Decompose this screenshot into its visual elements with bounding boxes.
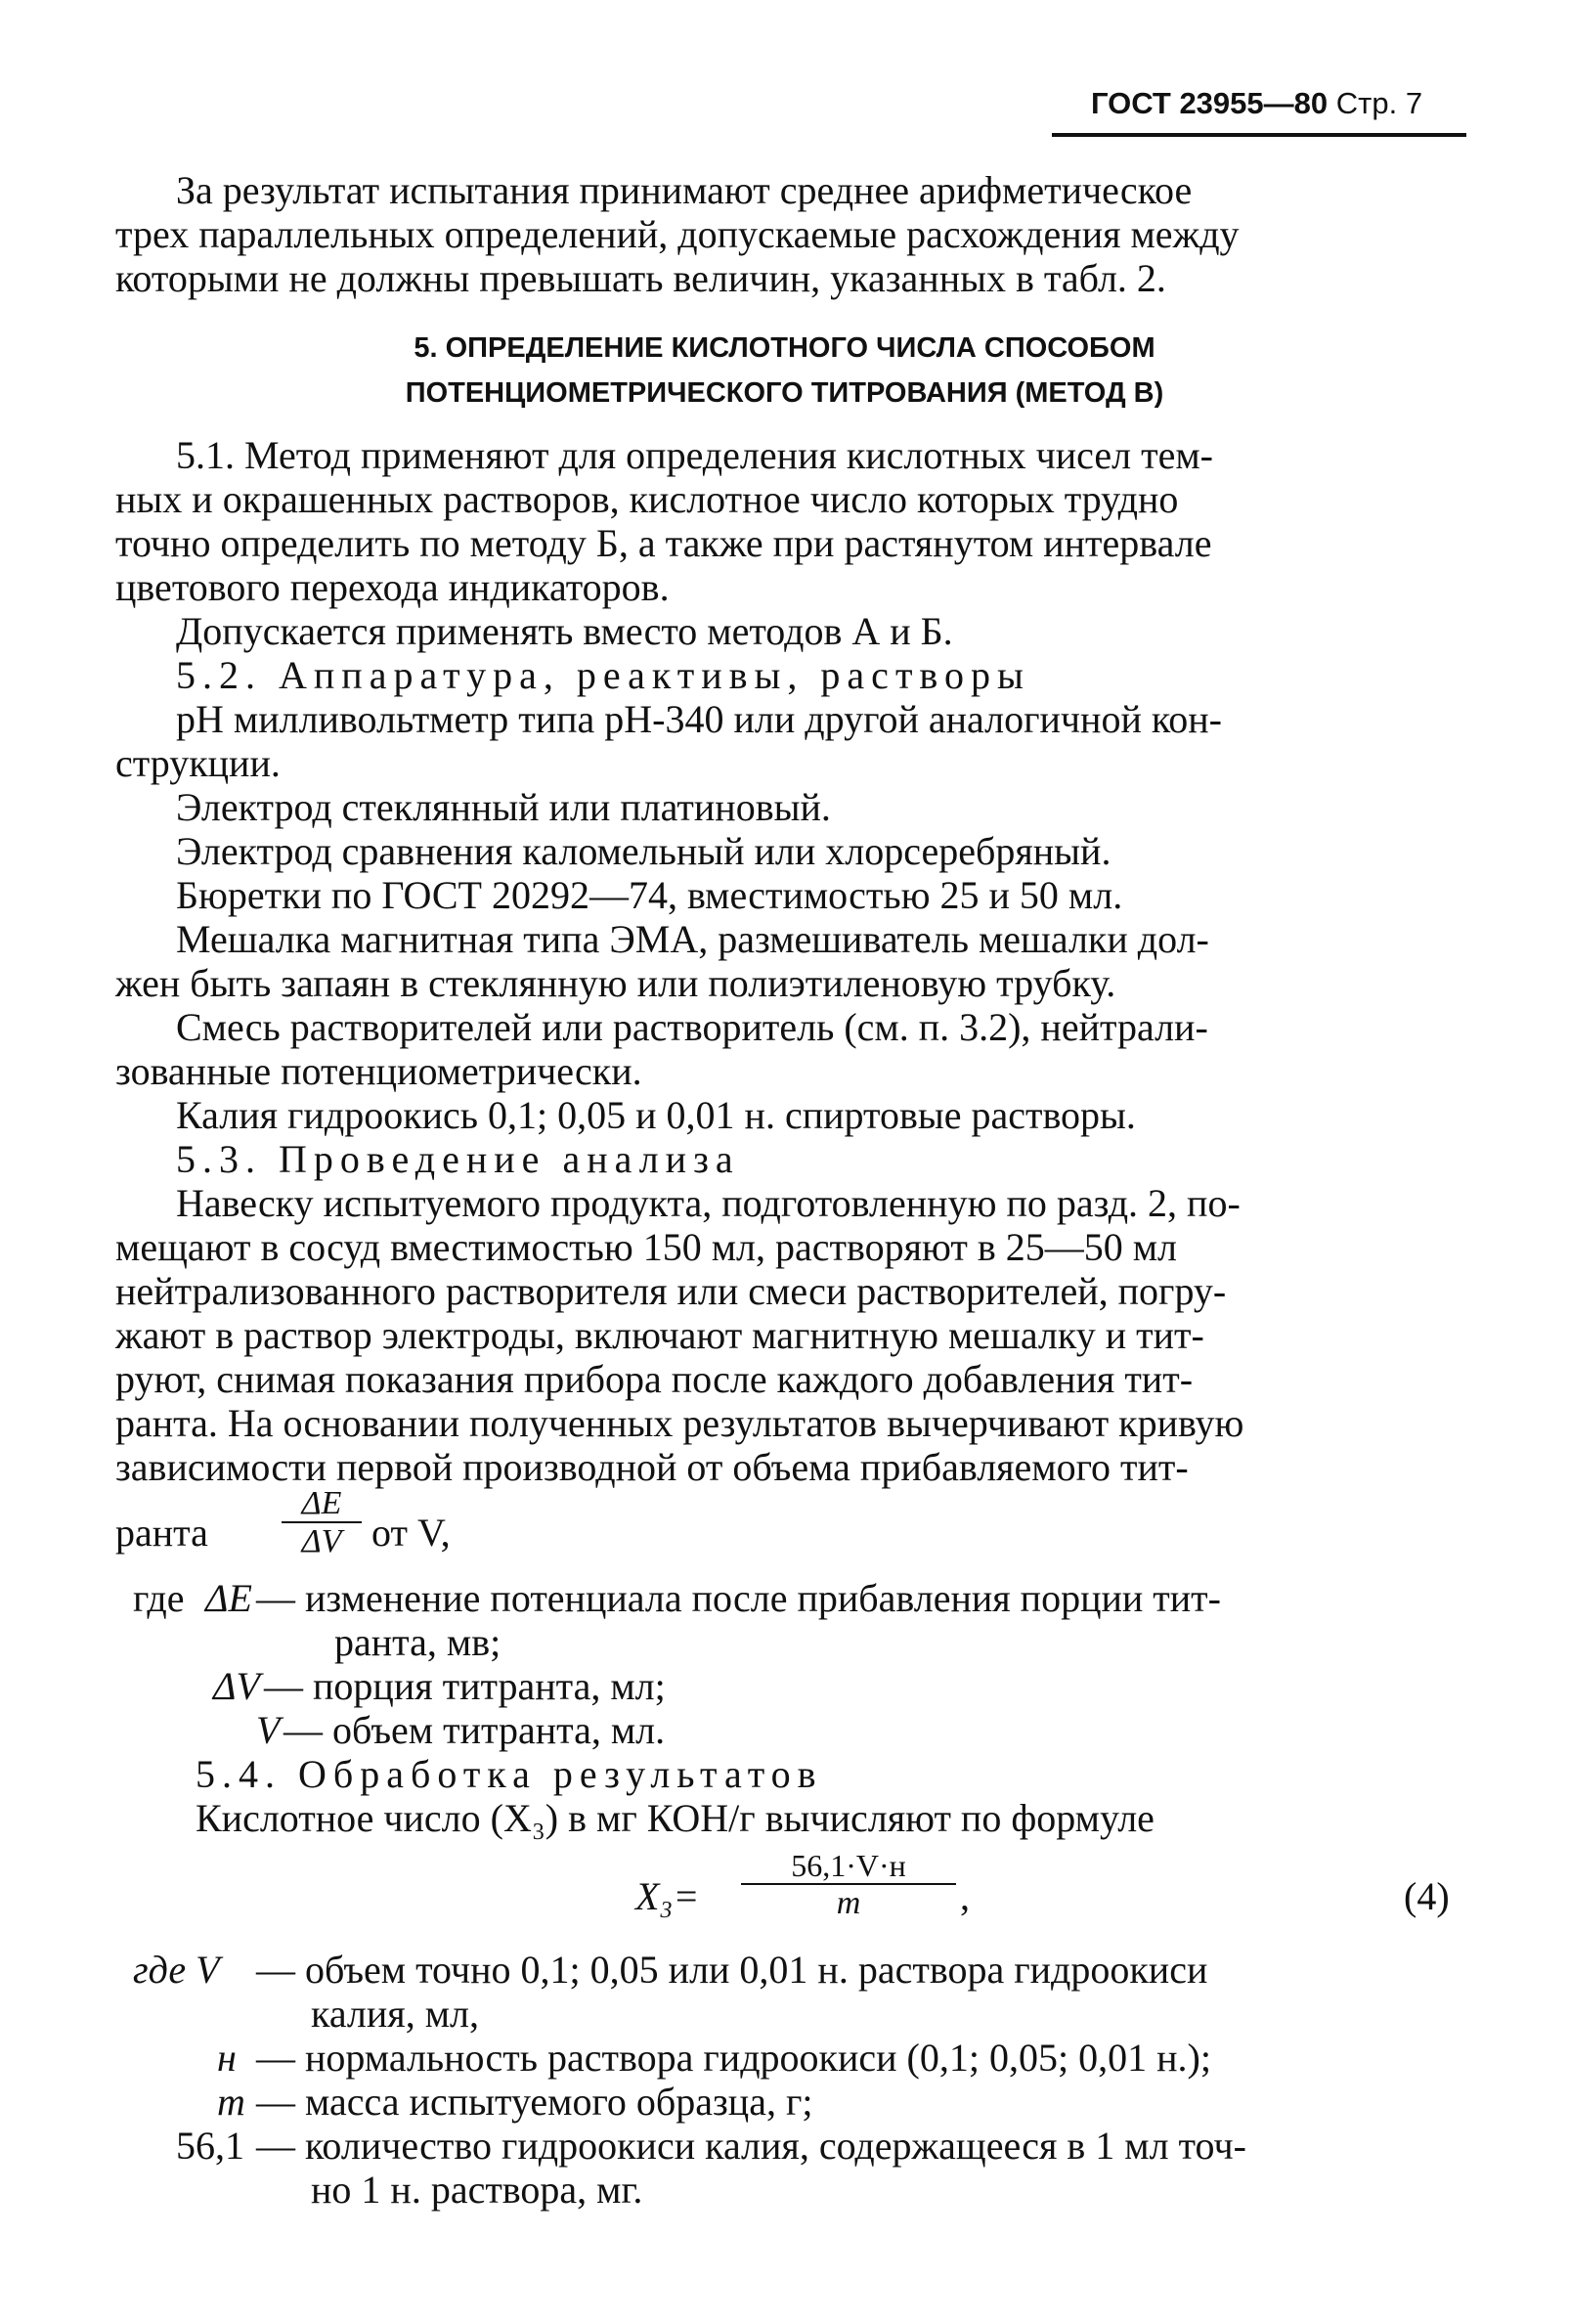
where1-text-2: ранта, мв; xyxy=(334,1620,501,1664)
where1-sym-4: V xyxy=(256,1708,281,1752)
where1-text-1: — изменение потенциала после прибавления порции тит- xyxy=(256,1576,1221,1620)
derivative-fraction xyxy=(282,1486,362,1560)
p5-3-line-5: руют, снимая показания прибора после каждого добавления тит- xyxy=(115,1357,1194,1401)
p5-2-line-1: рН милливольтметр типа рН-340 или другой аналогичной кон- xyxy=(176,697,1222,741)
p5-2-line-3: Электрод стеклянный или платиновый. xyxy=(176,785,831,829)
p5-4-heading: 5.4. Обработка результатов xyxy=(196,1752,823,1796)
where1-sym-1: ΔE xyxy=(205,1576,252,1620)
p5-2-line-8: Смесь растворителей или растворитель (см. п. 3.2), нейтрали- xyxy=(176,1005,1208,1049)
p5-3-line-3: нейтрализованного растворителя или смеси растворителей, погру- xyxy=(115,1269,1227,1313)
page-number: Стр. 7 xyxy=(1335,86,1423,120)
formula-lhs: X₃= xyxy=(635,1874,700,1918)
p5-2-line-4: Электрод сравнения каломельный или хлорсеребряный. xyxy=(176,829,1111,873)
where2-text-2: калия, мл, xyxy=(311,1992,479,2036)
p5-2-heading: 5.2. Аппаратура, реактивы, растворы xyxy=(176,653,1030,697)
where2-text-4: — масса испытуемого образца, г; xyxy=(256,2080,813,2124)
section-title-line-1: 5. ОПРЕДЕЛЕНИЕ КИСЛОТНОГО ЧИСЛА СПОСОБОМ xyxy=(414,332,1155,364)
page-header xyxy=(1091,86,1422,121)
p5-2-line-5: Бюретки по ГОСТ 20292—74, вместимостью 25 и 50 мл. xyxy=(176,873,1123,917)
p5-3-line-6: ранта. На основании полученных результатов вычерчивают кривую xyxy=(115,1401,1244,1445)
section-title-line-2: ПОТЕНЦИОМЕТРИЧЕСКОГО ТИТРОВАНИЯ (МЕТОД В) xyxy=(405,377,1164,409)
header-rule xyxy=(1052,133,1466,137)
derivative-numerator: ΔE xyxy=(301,1485,342,1521)
formula-comma: , xyxy=(960,1874,970,1918)
intro-line-2: трех параллельных определений, допускаемые расхождения между xyxy=(115,212,1240,256)
intro-line-3: которыми не должны превышать величин, указанных в табл. 2. xyxy=(115,256,1166,300)
where2-sym-5: 56,1 xyxy=(176,2124,244,2168)
where1-text-3: — порция титранта, мл; xyxy=(264,1664,666,1708)
p5-2-line-2: струкции. xyxy=(115,741,281,785)
deriv-prefix: ранта xyxy=(115,1511,208,1555)
standard-number: ГОСТ 23955—80 xyxy=(1091,86,1329,120)
p5-3-line-2: мещают в сосуд вместимостью 150 мл, растворяют в 25—50 мл xyxy=(115,1225,1177,1269)
where2-text-1: — объем точно 0,1; 0,05 или 0,01 н. раствора гидроокиси xyxy=(256,1948,1208,1992)
where2-sym-3: н xyxy=(217,2036,237,2080)
p5-2-line-7: жен быть запаян в стеклянную или полиэтиленовую трубку. xyxy=(115,961,1116,1005)
where1-text-4: — объем титранта, мл. xyxy=(283,1708,666,1752)
p5-2-line-10: Калия гидроокись 0,1; 0,05 и 0,01 н. спиртовые растворы. xyxy=(176,1093,1136,1137)
p5-4-text: Кислотное число (X₃) в мг КОН/г вычисляют по формуле xyxy=(196,1796,1155,1840)
where2-sym-4: m xyxy=(217,2080,245,2124)
p5-1-line-4: цветового перехода индикаторов. xyxy=(115,565,670,609)
p5-2-line-9: зованные потенциометрически. xyxy=(115,1049,642,1093)
formula-denominator: m xyxy=(836,1885,861,1921)
deriv-suffix: от V, xyxy=(371,1511,451,1555)
intro-line-1: За результат испытания принимают среднее арифметическое xyxy=(176,168,1193,212)
p5-3-line-7: зависимости первой производной от объема прибавляемого тит- xyxy=(115,1445,1189,1489)
formula-number: (4) xyxy=(1404,1874,1450,1918)
formula-fraction xyxy=(741,1848,956,1922)
derivative-denominator: ΔV xyxy=(301,1523,342,1559)
p5-3-line-4: жают в раствор электроды, включают магнитную мешалку и тит- xyxy=(115,1313,1204,1357)
where1-sym-3: ΔV xyxy=(213,1664,260,1708)
p5-1-line-1: 5.1. Метод применяют для определения кислотных чисел тем- xyxy=(176,433,1213,477)
p5-3-heading: 5.3. Проведение анализа xyxy=(176,1137,740,1181)
formula-numerator: 56,1·V·н xyxy=(791,1848,906,1883)
p5-2-line-6: Мешалка магнитная типа ЭМА, размешиватель мешалки дол- xyxy=(176,917,1209,961)
p5-1-line-5: Допускается применять вместо методов А и Б. xyxy=(176,609,953,653)
where2-sym-1: где V xyxy=(133,1948,220,1992)
p5-1-line-2: ных и окрашенных растворов, кислотное число которых трудно xyxy=(115,477,1179,521)
where2-text-6: но 1 н. раствора, мг. xyxy=(311,2168,643,2212)
p5-3-line-1: Навеску испытуемого продукта, подготовленную по разд. 2, по- xyxy=(176,1181,1241,1225)
where2-text-3: — нормальность раствора гидроокиси (0,1; 0,05; 0,01 н.); xyxy=(256,2036,1211,2080)
p5-1-line-3: точно определить по методу Б, а также при растянутом интервале xyxy=(115,521,1212,565)
where1-label: где xyxy=(133,1576,185,1620)
where2-text-5: — количество гидроокиси калия, содержащееся в 1 мл точ- xyxy=(256,2124,1246,2168)
